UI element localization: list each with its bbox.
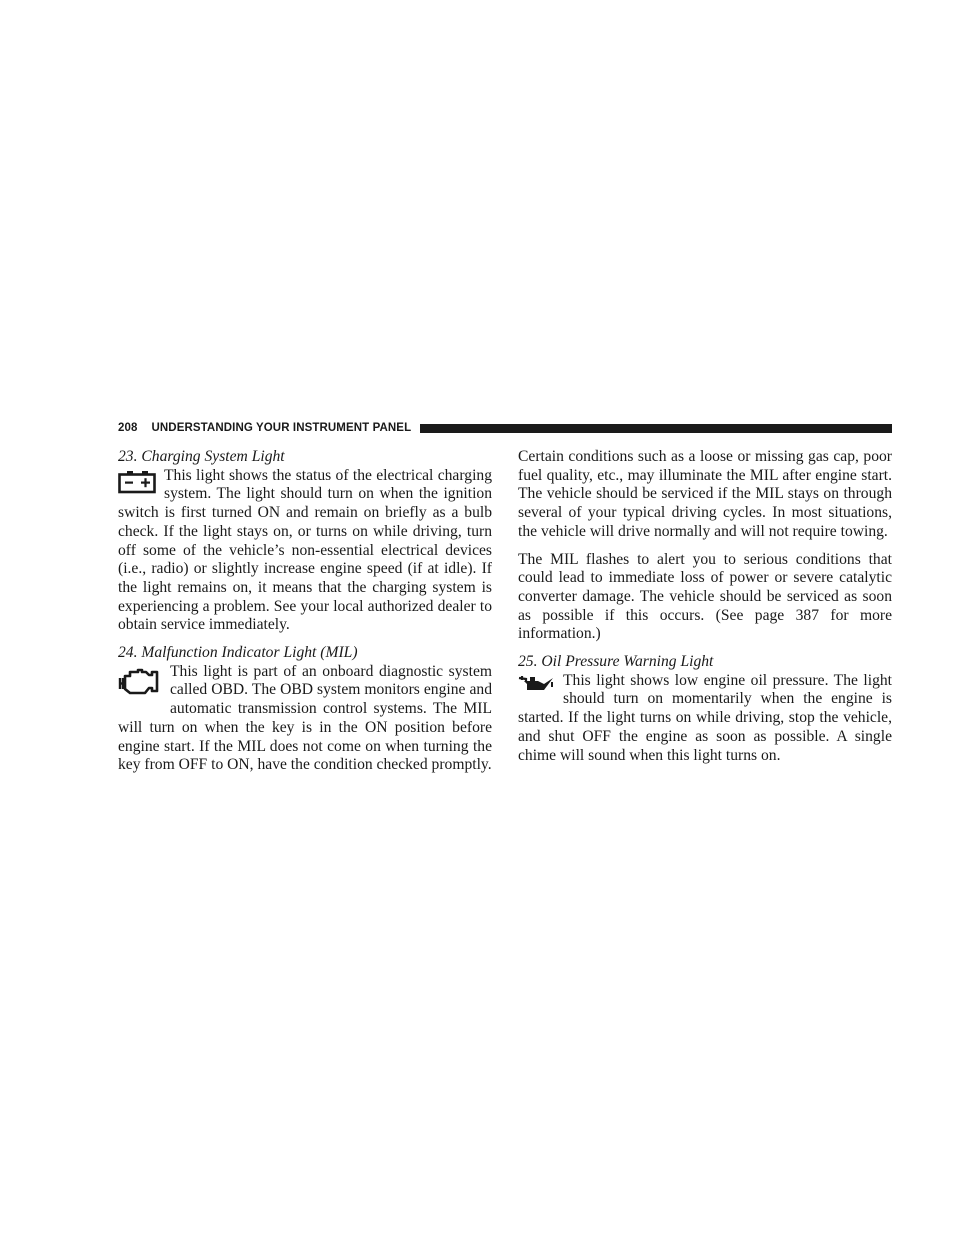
page-number: 208	[118, 422, 138, 434]
header-rule	[420, 424, 892, 433]
page-header	[118, 419, 892, 437]
charging-system-section	[118, 448, 492, 635]
oil-pressure-section	[518, 653, 892, 765]
section-title: 25. Oil Pressure Warning Light	[518, 653, 714, 671]
check-engine-icon	[118, 665, 160, 703]
paragraph: Certain conditions such as a loose or missing gas cap, poor fuel quality, etc., may illuminate the MIL after engine start. The vehicle should be serviced if the MIL stays on through several of your typical driving cycles. In most situations, the vehicle will drive normally and will not require towing.	[518, 448, 892, 540]
mil-section	[118, 644, 492, 775]
section-header-title: UNDERSTANDING YOUR INSTRUMENT PANEL	[151, 422, 412, 434]
left-column	[118, 448, 492, 775]
paragraph: The MIL flashes to alert you to serious conditions that could lead to immediate loss of power or severe catalytic converter damage. The vehicle should be serviced as soon as possible if this occurs. (See page 387 for more information.)	[518, 550, 892, 643]
right-column	[518, 448, 892, 765]
oil-can-icon	[518, 674, 555, 700]
section-title: 24. Malfunction Indicator Light (MIL)	[118, 644, 358, 662]
section-body: This light shows low engine oil pressure. The light should turn on momentarily when the engine is started. If the light turns on while driving, stop the vehicle, and shut OFF the engine as soon as possible. A single chime will sound when this light turns on.	[518, 671, 892, 764]
section-body: This light shows the status of the electrical charging system. The light should turn on when the ignition switch is first turned ON and remain on briefly as a bulb check. If the light stays on, or turns on while driving, turn off some of the vehicle’s non-essential electrical devices (i.e., radio) or slightly increase engine speed (if at idle). If the light remains on, it means that the charging system is experiencing a problem. See your local authorized dealer to obtain service immediately.	[118, 466, 492, 634]
battery-icon	[118, 470, 156, 500]
section-body: This light is part of an onboard diagnostic system called OBD. The OBD system monitors engine and automatic transmission control systems. The MIL will turn on when the key is in the ON position before engine start. If the MIL does not come on when turning the key from OFF to ON, have the condition checked promptly.	[118, 662, 492, 774]
section-title: 23. Charging System Light	[118, 448, 285, 465]
